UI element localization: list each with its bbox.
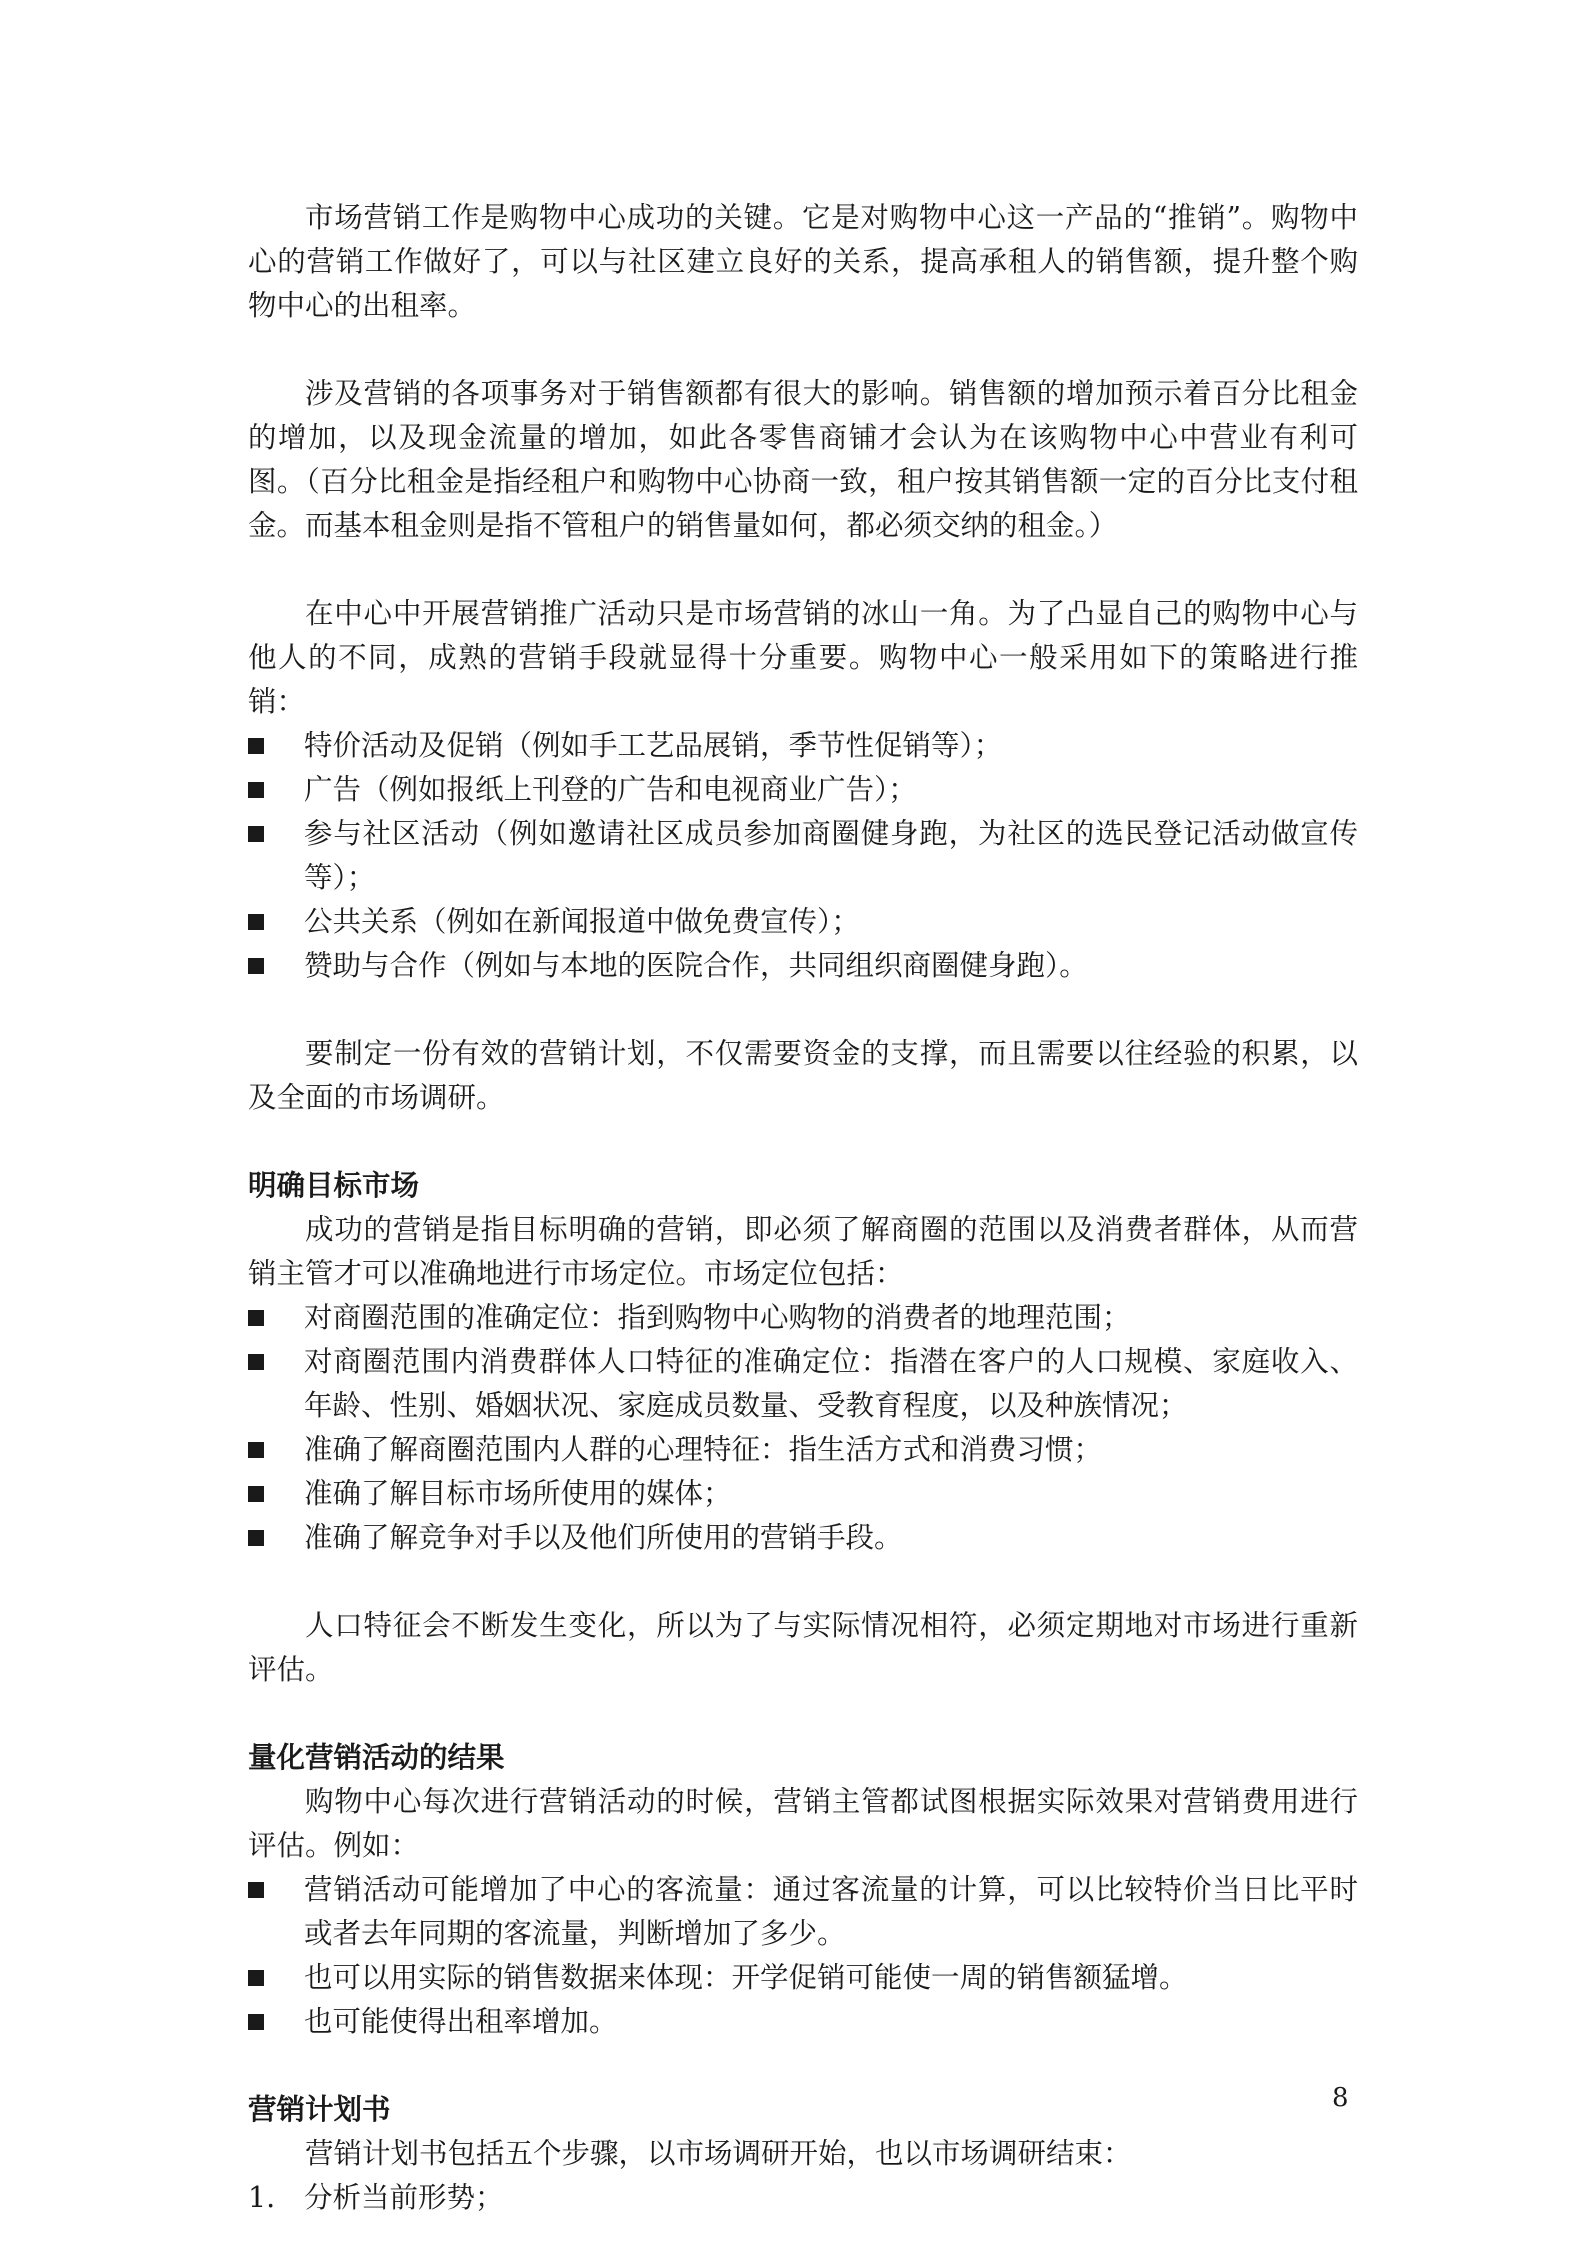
- list-item: 1. 分析当前形势；: [248, 2176, 1358, 2220]
- list-item: 参与社区活动（例如邀请社区成员参加商圈健身跑，为社区的选民登记活动做宣传等）；: [248, 812, 1358, 900]
- square-bullet-icon: [248, 1296, 268, 1340]
- square-bullet-icon: [248, 812, 268, 856]
- square-bullet-icon: [248, 1868, 268, 1912]
- list-item: 公共关系（例如在新闻报道中做免费宣传）；: [248, 900, 1358, 944]
- list-item: 对商圈范围内消费群体人口特征的准确定位：指潜在客户的人口规模、家庭收入、年龄、性别、婚姻状况、家庭成员数量、受教育程度，以及种族情况；: [248, 1340, 1358, 1428]
- document-page: [248, 196, 1358, 2220]
- square-bullet-icon: [248, 2000, 268, 2044]
- list-item: 对商圈范围的准确定位：指到购物中心购物的消费者的地理范围；: [248, 1296, 1358, 1340]
- square-bullet-icon: [248, 1428, 268, 1472]
- intro-paragraph-4: 要制定一份有效的营销计划，不仅需要资金的支撑，而且需要以往经验的积累，以及全面的市场调研。: [248, 1037, 1358, 1114]
- page-number: 8: [1332, 2083, 1349, 2113]
- target-market-paragraph-2: 人口特征会不断发生变化，所以为了与实际情况相符，必须定期地对市场进行重新评估。: [248, 1609, 1358, 1686]
- square-bullet-icon: [248, 768, 268, 812]
- intro-paragraph-3: 在中心中开展营销推广活动只是市场营销的冰山一角。为了凸显自己的购物中心与他人的不同，成熟的营销手段就显得十分重要。购物中心一般采用如下的策略进行推销：: [248, 597, 1358, 718]
- list-item: 准确了解竞争对手以及他们所使用的营销手段。: [248, 1516, 1358, 1560]
- list-item: 营销活动可能增加了中心的客流量：通过客流量的计算，可以比较特价当日比平时或者去年同期的客流量，判断增加了多少。: [248, 1868, 1358, 1956]
- list-item: 广告（例如报纸上刊登的广告和电视商业广告）；: [248, 768, 1358, 812]
- target-market-list: [248, 1296, 1358, 1560]
- list-item: 特价活动及促销（例如手工艺品展销，季节性促销等）；: [248, 724, 1358, 768]
- list-item: 也可以用实际的销售数据来体现：开学促销可能使一周的销售额猛增。: [248, 1956, 1358, 2000]
- plan-steps-list: [248, 2176, 1358, 2220]
- square-bullet-icon: [248, 1340, 268, 1384]
- list-item: 赞助与合作（例如与本地的医院合作，共同组织商圈健身跑）。: [248, 944, 1358, 988]
- square-bullet-icon: [248, 724, 268, 768]
- list-item: 准确了解商圈范围内人群的心理特征：指生活方式和消费习惯；: [248, 1428, 1358, 1472]
- quantify-list: [248, 1868, 1358, 2044]
- section-heading-plan: 营销计划书: [248, 2093, 391, 2126]
- square-bullet-icon: [248, 1516, 268, 1560]
- strategy-list: [248, 724, 1358, 988]
- intro-paragraph-1: 市场营销工作是购物中心成功的关键。它是对购物中心这一产品的“推销”。购物中心的营销工作做好了，可以与社区建立良好的关系，提高承租人的销售额，提升整个购物中心的出租率。: [248, 201, 1358, 322]
- plan-paragraph-1: 营销计划书包括五个步骤，以市场调研开始，也以市场调研结束：: [305, 2137, 1132, 2170]
- list-item: 准确了解目标市场所使用的媒体；: [248, 1472, 1358, 1516]
- intro-paragraph-2: 涉及营销的各项事务对于销售额都有很大的影响。销售额的增加预示着百分比租金的增加，以及现金流量的增加，如此各零售商铺才会认为在该购物中心中营业有利可图。（百分比租金是指经租户和购物中心协商一致，租户按其销售额一定的百分比支付租金。而基本租金则是指不管租户的销售量如何，都必须交纳的租金。）: [248, 377, 1358, 542]
- square-bullet-icon: [248, 1956, 268, 2000]
- square-bullet-icon: [248, 900, 268, 944]
- section-heading-quantify: 量化营销活动的结果: [248, 1741, 505, 1774]
- target-market-paragraph-1: 成功的营销是指目标明确的营销，即必须了解商圈的范围以及消费者群体，从而营销主管才可以准确地进行市场定位。市场定位包括：: [248, 1213, 1358, 1290]
- square-bullet-icon: [248, 1472, 268, 1516]
- list-item: 也可能使得出租率增加。: [248, 2000, 1358, 2044]
- square-bullet-icon: [248, 944, 268, 988]
- section-heading-target-market: 明确目标市场: [248, 1169, 420, 1202]
- step-number: 1.: [248, 2181, 276, 2214]
- quantify-paragraph-1: 购物中心每次进行营销活动的时候，营销主管都试图根据实际效果对营销费用进行评估。例如：: [248, 1785, 1358, 1862]
